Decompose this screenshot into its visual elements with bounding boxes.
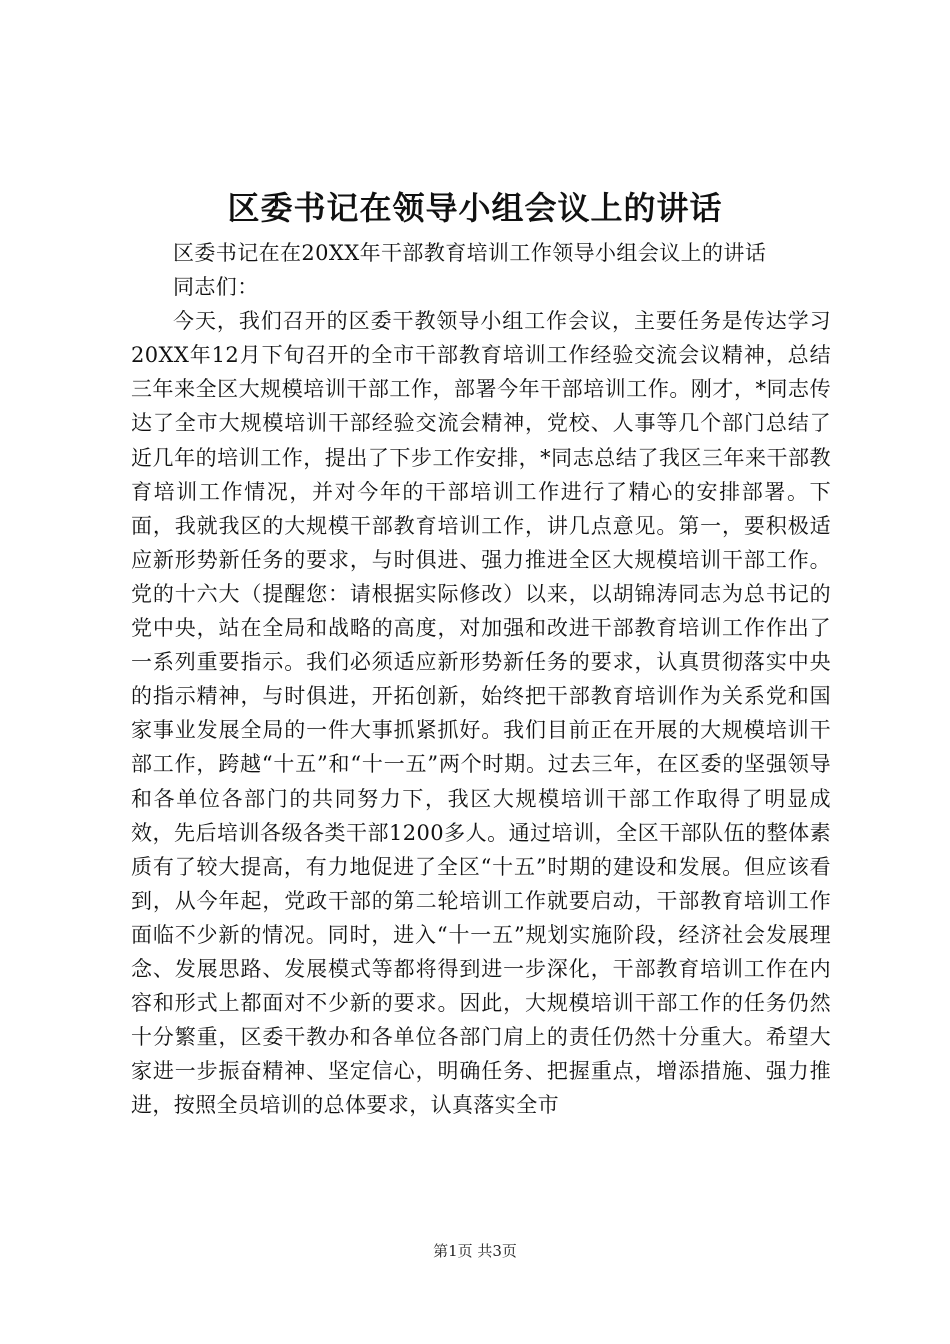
document-body bbox=[131, 236, 831, 1122]
page-footer: 第1页 共3页 bbox=[433, 1242, 517, 1260]
paragraph-salutation: 同志们： bbox=[173, 275, 259, 300]
paragraph-main: 今天，我们召开的区委干教领导小组工作会议，主要任务是传达学习20XX年12月下旬召开的全市干部教育培训工作经验交流会议精神，总结三年来全区大规模培训干部工作，部署今年干部培训工作。刚才，*同志传达了全市大规模培训干部经验交流会精神，党校、人事等几个部门总结了近几年的培训工作，提出了下步工作安排，*同志总结了我区三年来干部教育培训工作情况，并对今年的干部培训工作进行了精心的安排部署。下面，我就我区的大规模干部教育培训工作，讲几点意见。第一，要积极适应新形势新任务的要求，与时俱进、强力推进全区大规模培训干部工作。党的十六大（提醒您：请根据实际修改）以来，以胡锦涛同志为总书记的党中央，站在全局和战略的高度，对加强和改进干部教育培训工作作出了一系列重要指示。我们必须适应新形势新任务的要求，认真贯彻落实中央的指示精神，与时俱进，开拓创新，始终把干部教育培训作为关系党和国家事业发展全局的一件大事抓紧抓好。我们目前正在开展的大规模培训干部工作，跨越“十五”和“十一五”两个时期。过去三年，在区委的坚强领导和各单位各部门的共同努力下，我区大规模培训干部工作取得了明显成效，先后培训各级各类干部1200多人。通过培训，全区干部队伍的整体素质有了较大提高，有力地促进了全区“十五”时期的建设和发展。但应该看到，从今年起，党政干部的第二轮培训工作就要启动，干部教育培训工作面临不少新的情况。同时，进入“十一五”规划实施阶段，经济社会发展理念、发展思路、发展模式等都将得到进一步深化，干部教育培训工作在内容和形式上都面对不少新的要求。因此，大规模培训干部工作的任务仍然十分繁重，区委干教办和各单位各部门肩上的责任仍然十分重大。希望大家进一步振奋精神、坚定信心，明确任务、把握重点，增添措施、强力推进，按照全员培训的总体要求，认真落实全市 bbox=[131, 309, 831, 1118]
document-title: 区委书记在领导小组会议上的讲话 bbox=[227, 189, 723, 227]
paragraph-subtitle: 区委书记在在20XX年干部教育培训工作领导小组会议上的讲话 bbox=[173, 241, 767, 265]
